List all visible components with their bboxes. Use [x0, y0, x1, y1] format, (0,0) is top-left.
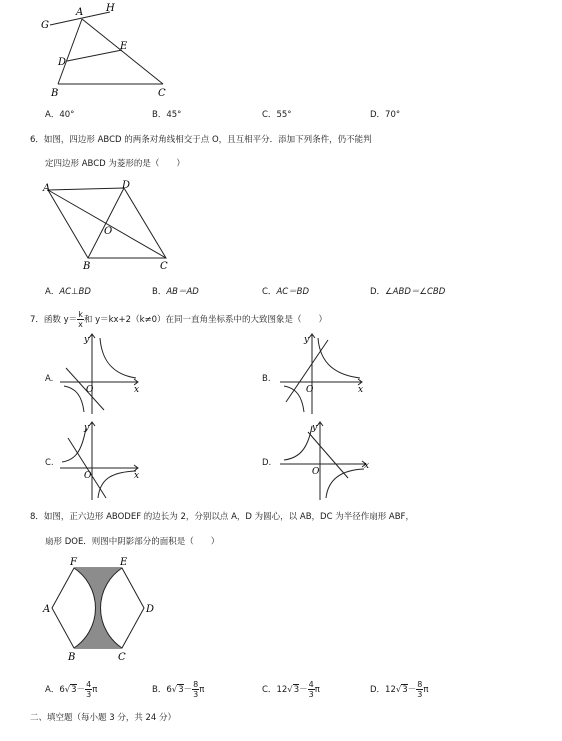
q8-option-d-coef: 12 [385, 685, 396, 695]
q5-option-a [45, 108, 74, 120]
q7-graph-c [58, 418, 143, 504]
q6-label-A: A [43, 183, 51, 194]
q8-option-c-den: 3 [308, 690, 314, 699]
q8-option-b-den: 3 [193, 690, 199, 699]
q8-option-c-pi: π [314, 685, 320, 695]
q8-label-E: E [120, 557, 128, 568]
q7-graph-a [58, 330, 143, 416]
q8-option-a-pi: π [92, 685, 98, 695]
q5-option-a-letter: A． [45, 110, 60, 120]
q8-option-d-num: 8 [417, 680, 423, 689]
q5-option-a-text: 40° [59, 110, 75, 120]
q7-c-label-x: x [134, 471, 140, 481]
q8-option-b-pi: π [199, 685, 205, 695]
q5-option-c-text: 55° [276, 110, 292, 120]
q6-option-d-text: ∠ABD＝∠CBD [385, 287, 446, 297]
q6-stem-line2: 定四边形 ABCD 为菱形的是（ ） [45, 159, 185, 169]
q6-option-b [152, 285, 199, 297]
q8-label-D: D [146, 604, 155, 615]
q6-option-a-text: AC⊥BD [59, 287, 91, 297]
q8-option-b-coef: 6 [166, 685, 172, 695]
q5-option-c-letter: C． [262, 110, 277, 120]
q8-option-b-num: 8 [193, 680, 199, 689]
q8-option-b [152, 680, 204, 699]
q7-a-label-o: O [86, 385, 94, 395]
q7-c-label-y: y [84, 423, 90, 433]
q6-option-d-letter: D． [370, 287, 386, 297]
q7-graph-d [278, 418, 373, 504]
q8-option-c-sqrt-sign: √ [287, 685, 293, 695]
q7-fraction-denominator: x [78, 320, 83, 329]
q7-a-label-x: x [134, 385, 140, 395]
q8-option-c-num: 4 [308, 680, 314, 689]
q6-option-c-text: AC＝BD [276, 287, 310, 297]
q8-option-a [45, 680, 97, 699]
q6-option-b-letter: B． [152, 287, 167, 297]
q8-stem-line2: 扇形 DOE．则图中阴影部分的面积是（ ） [45, 537, 220, 547]
q7-fraction-numerator: k [78, 310, 83, 319]
q8-option-a-den: 3 [86, 690, 92, 699]
q8-option-a-sqrt-sign: √ [64, 685, 71, 695]
q6-option-a-letter: A． [45, 287, 60, 297]
q7-stem-suffix: 和 y＝kx+2（k≠0）在同一直角坐标系中的大致图象是（ ） [83, 315, 328, 325]
q5-option-b [152, 108, 181, 120]
q7-d-label-y: y [312, 423, 318, 433]
q5-label-E: E [120, 41, 128, 52]
q8-stem-line1: 8．如图，正六边形 ABODEF 的边长为 2，分别以点 A，D 为圆心，以 AB，DC 为半径作扇形 ABF， [30, 512, 414, 522]
q8-option-d-sqrt-sign: √ [395, 685, 402, 695]
q7-fraction [77, 310, 84, 329]
q8-option-a-radicand: 3 [71, 685, 77, 695]
q7-stem-prefix: 7．函数 y＝ [30, 315, 78, 325]
q8-option-c-letter: C． [262, 685, 277, 695]
q7-graph-b [278, 330, 368, 416]
q6-stem-line1: 6．如图，四边形 ABCD 的两条对角线相交于点 O，且互相平分．添加下列条件，仍不能判 [30, 135, 372, 145]
q6-label-D: D [122, 180, 131, 191]
q8-option-c-coef: 12 [276, 685, 288, 695]
q8-option-d-pi: π [423, 685, 429, 695]
q8-option-c-minus: － [299, 685, 308, 695]
q8-option-b-sqrt-sign: √ [171, 685, 178, 695]
q6-option-c [262, 285, 309, 297]
q8-option-b-letter: B． [152, 685, 167, 695]
q8-option-b-minus: － [183, 685, 193, 695]
q7-d-label-o: O [312, 467, 320, 477]
q5-label-C: C [158, 88, 166, 99]
q6-option-a [45, 285, 91, 297]
q5-triangle-figure [30, 0, 170, 100]
q5-label-A: A [76, 7, 84, 18]
q5-option-d-letter: D． [370, 110, 386, 120]
q7-a-label-y: y [84, 335, 90, 345]
q7-option-a-letter: A. [45, 374, 54, 384]
q5-label-G: G [41, 20, 49, 31]
q6-option-c-letter: C． [262, 287, 277, 297]
q7-b-label-o: O [306, 385, 314, 395]
q8-option-b-radicand: 3 [178, 685, 184, 695]
q5-option-c [262, 108, 292, 120]
q8-label-C: C [118, 652, 126, 662]
q7-option-c-letter: C. [45, 458, 54, 468]
q8-option-a-num: 4 [86, 680, 92, 689]
q8-option-d-den: 3 [417, 690, 423, 699]
q8-option-d-letter: D． [370, 685, 386, 695]
q7-stem [30, 310, 327, 329]
q6-parallelogram-figure [38, 178, 178, 273]
q5-label-B: B [51, 88, 59, 99]
q5-option-b-text: 45° [166, 110, 182, 120]
q6-label-C: C [160, 261, 168, 272]
q8-label-F: F [70, 557, 77, 568]
q8-hexagon-figure [38, 556, 160, 662]
q8-option-c-fraction [308, 680, 315, 699]
q8-option-a-minus: － [76, 685, 86, 695]
q5-option-d-text: 70° [385, 110, 401, 120]
q8-option-a-coef: 6 [59, 685, 65, 695]
q8-option-d [370, 680, 428, 699]
q7-d-label-x: x [364, 461, 370, 471]
q8-option-c [262, 680, 320, 699]
q6-option-b-text: AB＝AD [166, 287, 199, 297]
q6-label-B: B [83, 261, 91, 272]
q7-c-label-o: O [84, 471, 92, 481]
q8-option-d-radicand: 3 [402, 685, 408, 695]
q8-label-B: B [68, 652, 76, 662]
q6-option-d [370, 285, 445, 297]
q7-option-b-letter: B. [262, 374, 271, 384]
q8-option-a-letter: A． [45, 685, 60, 695]
q8-option-c-radicand: 3 [293, 685, 300, 695]
q5-option-b-letter: B． [152, 110, 167, 120]
q8-option-d-minus: － [407, 685, 417, 695]
q7-b-label-x: x [358, 385, 364, 395]
q5-label-D: D [58, 57, 67, 68]
section-2-title: 二、填空题（每小题 3 分，共 24 分） [30, 713, 177, 723]
q6-label-O: O [104, 226, 113, 237]
q5-label-H: H [106, 3, 115, 14]
q7-b-label-y: y [304, 335, 310, 345]
q5-option-d [370, 108, 400, 120]
q7-option-d-letter: D. [262, 458, 272, 468]
q8-label-A: A [43, 604, 51, 615]
